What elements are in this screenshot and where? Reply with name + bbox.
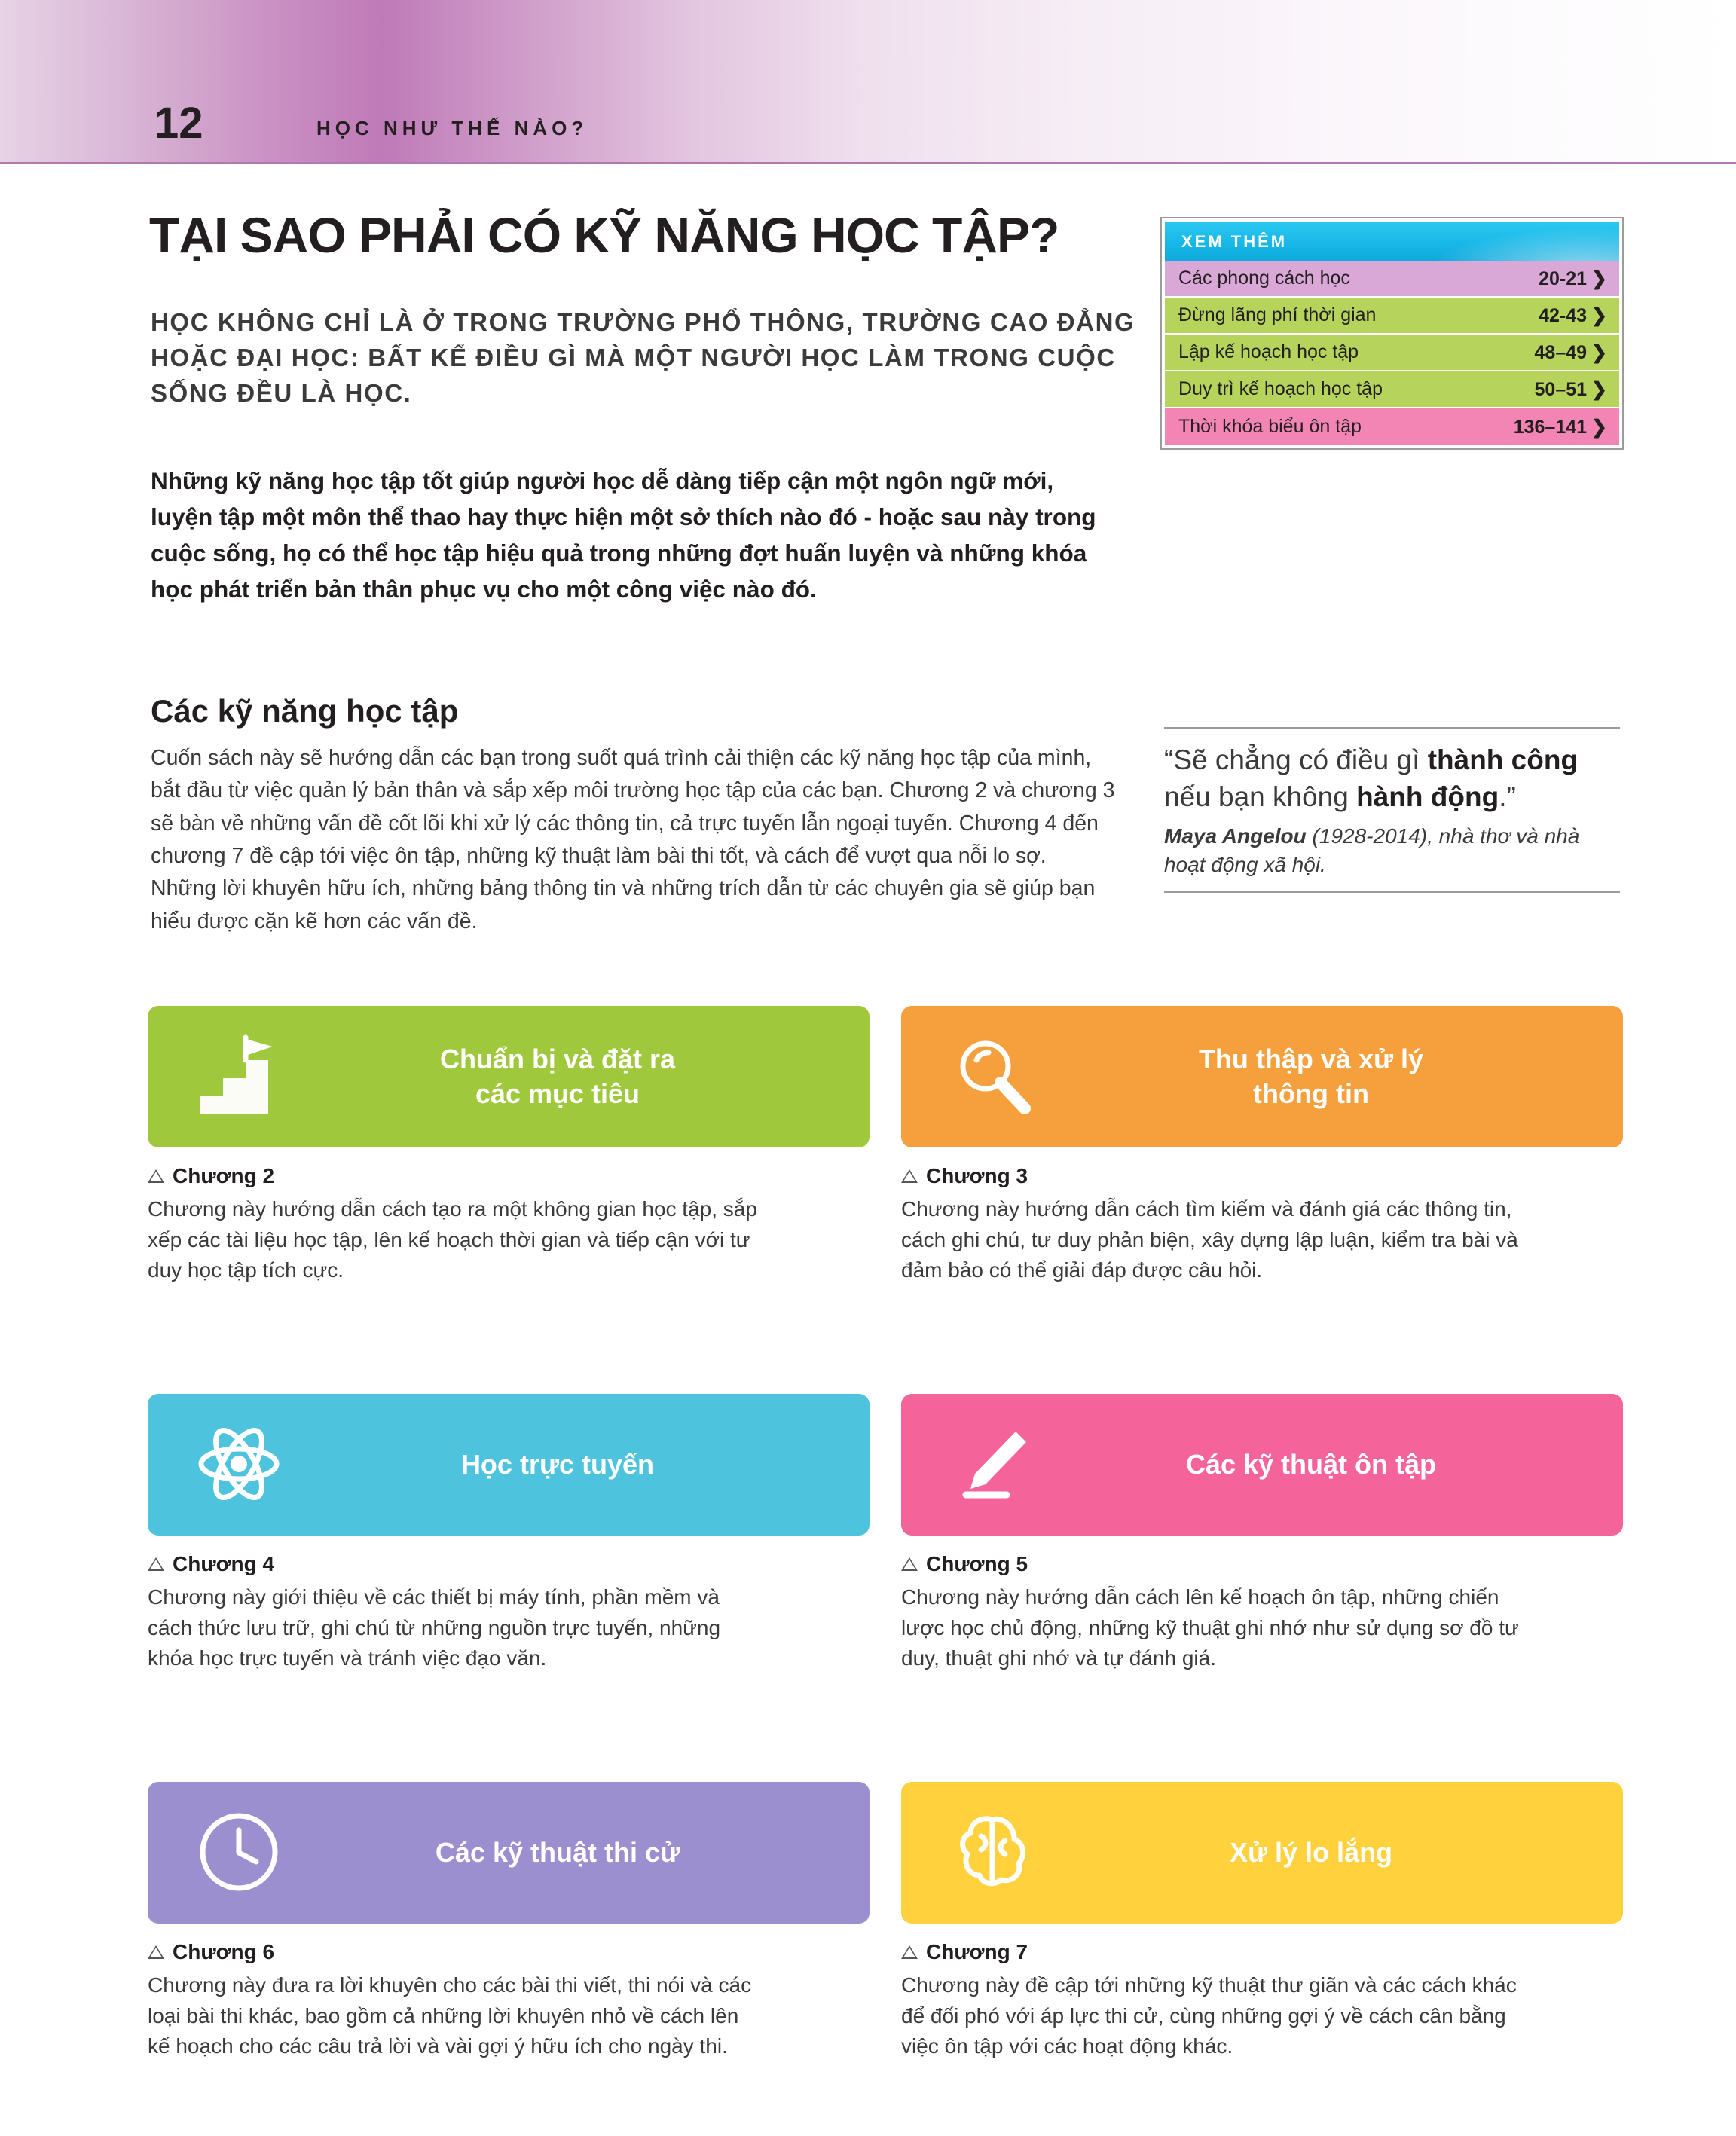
chapter-label-text: Chương 7 [926, 1940, 1028, 1963]
see-also-row[interactable] [1165, 298, 1619, 335]
chapter-label [148, 1164, 870, 1188]
see-also-row[interactable] [1165, 408, 1619, 445]
header-gradient-band [0, 0, 1736, 162]
magnifier-icon [943, 1027, 1041, 1125]
running-head: HỌC NHƯ THẾ NÀO? [316, 117, 588, 139]
atom-icon [190, 1415, 288, 1513]
header-divider-rule [0, 162, 1736, 164]
page-header [0, 0, 1736, 167]
quote-part-2: nếu bạn không [1164, 781, 1357, 812]
see-also-row-label: Lập kế hoạch học tập [1178, 341, 1359, 362]
chapter-card-title: Học trực tuyến [460, 1448, 655, 1480]
see-also-title: XEM THÊM [1181, 232, 1288, 251]
chapter-card-title: Thu thập và xử lý thông tin [1198, 1043, 1424, 1109]
chapter-card-title: Các kỹ thuật thi cử [435, 1836, 680, 1868]
see-also-row-list [1165, 261, 1619, 445]
brain-icon [943, 1803, 1041, 1901]
chapter-label [901, 1164, 1623, 1188]
see-also-row-label: Thời khóa biểu ôn tập [1178, 416, 1362, 437]
chapter-card-banner[interactable] [901, 1782, 1623, 1924]
chevron-right-icon: ❯ [1591, 341, 1607, 363]
highlighter-pen-icon [943, 1415, 1041, 1513]
chapter-card-banner[interactable] [148, 1006, 870, 1147]
section-heading: Các kỹ năng học tập [151, 693, 459, 729]
see-also-row-label: Đừng lãng phí thời gian [1178, 304, 1377, 325]
chapter-card-title: Xử lý lo lắng [1229, 1836, 1393, 1868]
quote-bold-1: thành công [1427, 744, 1579, 775]
quote-bold-2: hành động [1356, 781, 1499, 812]
page-number: 12 [154, 99, 203, 148]
see-also-row-pages: 48–49 ❯ [1534, 341, 1607, 363]
chapter-card[interactable] [148, 1394, 870, 1674]
triangle-bullet-icon [148, 1169, 164, 1183]
triangle-bullet-icon [901, 1945, 918, 1959]
see-also-box [1160, 217, 1624, 450]
see-also-row-pages: 50–51 ❯ [1534, 378, 1607, 400]
chapter-description: Chương này đề cập tới những kỹ thuật thư giãn và các cách khác để đối phó với áp lực thi cử, cùng những gợi ý về cách cân bằng việc ôn tập với các hoạt động khác. [901, 1973, 1517, 2058]
quote-text [1164, 742, 1620, 816]
quote-author-name: Maya Angelou [1164, 824, 1307, 848]
chapter-description: Chương này giới thiệu về các thiết bị máy tính, phần mềm và cách thức lưu trữ, ghi chú từ những nguồn trực tuyến, những khóa học trực tuyến và tránh việc đạo văn. [148, 1585, 721, 1670]
triangle-bullet-icon [148, 1945, 164, 1959]
chapter-description: Chương này hướng dẫn cách tìm kiếm và đánh giá các thông tin, cách ghi chú, tư duy phản biện, xây dựng lập luận, kiểm tra bài và đảm bảo có thể giải đáp được câu hỏi. [901, 1197, 1518, 1282]
triangle-bullet-icon [148, 1557, 164, 1571]
triangle-bullet-icon [901, 1557, 918, 1571]
see-also-row-pages: 20-21 ❯ [1539, 267, 1607, 289]
chapter-label [901, 1552, 1623, 1576]
see-also-row-pages: 136–141 ❯ [1513, 416, 1607, 438]
quote-part-1: “Sẽ chẳng có điều gì [1164, 744, 1428, 775]
see-also-row[interactable] [1165, 371, 1619, 408]
triangle-bullet-icon [901, 1169, 918, 1183]
chapter-card-title: Các kỹ thuật ôn tập [1185, 1448, 1437, 1480]
page-title: TẠI SAO PHẢI CÓ KỸ NĂNG HỌC TẬP? [149, 207, 1059, 263]
chapter-label-text: Chương 6 [173, 1940, 275, 1963]
chapter-label-text: Chương 4 [173, 1552, 275, 1575]
chapter-card-banner[interactable] [901, 1006, 1623, 1147]
chapter-description: Chương này đưa ra lời khuyên cho các bài thi viết, thi nói và các loại bài thi khác, bao gồm cả những lời khuyên nhỏ về cách lên kế hoạch cho các câu trả lời và vài gợi ý hữu ích cho ngày thi. [148, 1973, 752, 2058]
quote-author-detail: (1928-2014), nhà thơ và nhà hoạt động xã hội. [1164, 824, 1580, 876]
section-body-text: Cuốn sách này sẽ hướng dẫn các bạn trong suốt quá trình cải thiện các kỹ năng học tập của mình, bắt đầu từ việc quản lý bản thân và sắp xếp môi trường học tập của các bạn. Chương 2 và chương 3 sẽ bàn về những vấn đề cốt lõi khi xử lý các thông tin, cả trực tuyến lẫn ngoại tuyến. Chương 4 đến chương 7 đề cập tới việc ôn tập, những kỹ thuật làm bài thi tốt, và cách để vượt qua nỗi lo sợ. Những lời khuyên hữu ích, những bảng thông tin và những trích dẫn từ các chuyên gia sẽ giúp bạn hiểu được cặn kẽ hơn các vấn đề. [151, 746, 1115, 934]
intro-paragraph: Những kỹ năng học tập tốt giúp người học dễ dàng tiếp cận một ngôn ngữ mới, luyện tập một môn thể thao hay thực hiện một sở thích nào đó - hoặc sau này trong cuộc sống, họ có thể học tập hiệu quả trong những đợt huấn luyện và những khóa học phát triển bản thân phục vụ cho một công việc nào đó. [151, 467, 1096, 603]
chevron-right-icon: ❯ [1591, 304, 1607, 326]
quote-part-3: .” [1499, 781, 1516, 812]
chapter-label-text: Chương 3 [926, 1164, 1028, 1187]
chapter-card[interactable] [901, 1394, 1623, 1674]
chapter-description: Chương này hướng dẫn cách tạo ra một không gian học tập, sắp xếp các tài liệu học tập, lên kế hoạch thời gian và tiếp cận với tư duy học tập tích cực. [148, 1197, 757, 1282]
see-also-row-pages: 42-43 ❯ [1539, 304, 1607, 326]
see-also-row-label: Duy trì kế hoạch học tập [1178, 378, 1383, 399]
chapter-description: Chương này hướng dẫn cách lên kế hoạch ôn tập, những chiến lược học chủ động, những kỹ thuật ghi nhớ như sử dụng sơ đồ tư duy, thuật ghi nhớ và tự đánh giá. [901, 1585, 1519, 1670]
chevron-right-icon: ❯ [1591, 267, 1607, 289]
chapter-label-text: Chương 5 [926, 1552, 1028, 1575]
pull-quote [1164, 727, 1620, 893]
chapter-card[interactable] [148, 1006, 870, 1286]
chevron-right-icon: ❯ [1591, 416, 1607, 438]
see-also-header [1165, 222, 1619, 261]
chapter-card-banner[interactable] [148, 1394, 870, 1536]
chapter-card-title: Chuẩn bị và đặt ra các mục tiêu [439, 1043, 676, 1109]
chapter-card-banner[interactable] [901, 1394, 1623, 1536]
see-also-row[interactable] [1165, 335, 1619, 371]
chevron-right-icon: ❯ [1591, 378, 1607, 400]
quote-attribution [1164, 822, 1620, 879]
see-also-row[interactable] [1165, 261, 1619, 298]
chapter-card[interactable] [148, 1782, 870, 2062]
chapter-label [901, 1940, 1623, 1964]
chapter-card[interactable] [901, 1782, 1623, 2062]
chapter-card[interactable] [901, 1006, 1623, 1286]
stairs-flag-icon [190, 1027, 288, 1125]
see-also-row-label: Các phong cách học [1178, 267, 1350, 289]
standfirst-text: HỌC KHÔNG CHỈ LÀ Ở TRONG TRƯỜNG PHỔ THÔNG, TRƯỜNG CAO ĐẲNG HOẶC ĐẠI HỌC: BẤT KỂ ĐIỀU GÌ MÀ MỘT NGƯỜI HỌC LÀM TRONG CUỘC SỐNG ĐỀU LÀ HỌC. [151, 308, 1135, 407]
chapter-label [148, 1940, 870, 1964]
chapter-label-text: Chương 2 [173, 1164, 275, 1187]
clock-icon [190, 1803, 288, 1901]
chapter-card-banner[interactable] [148, 1782, 870, 1924]
chapter-label [148, 1552, 870, 1576]
